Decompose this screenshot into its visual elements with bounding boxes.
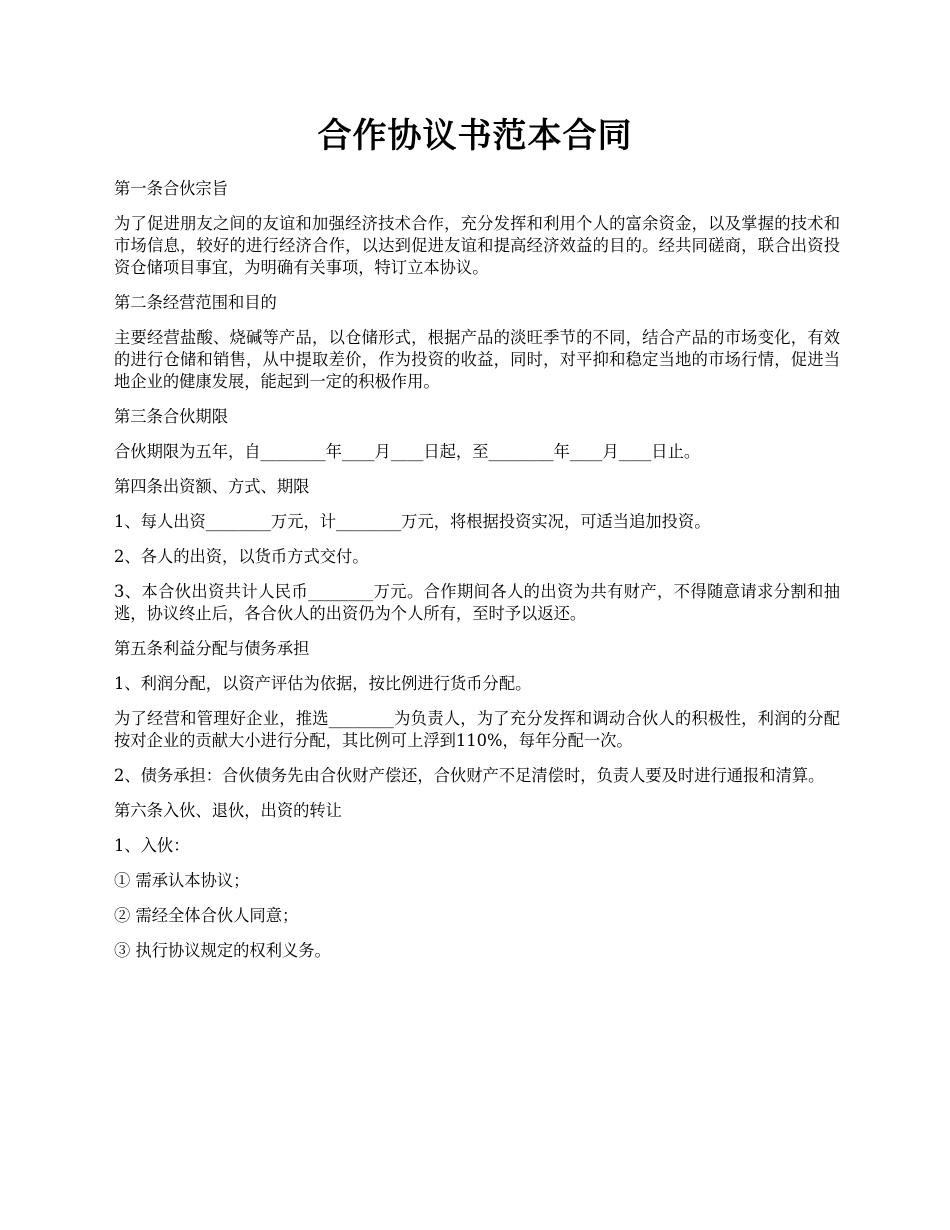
article-2-heading: 第二条经营范围和目的 <box>114 293 277 312</box>
article-6-heading: 第六条入伙、退伙，出资的转让 <box>114 801 342 820</box>
article-1-text: 为了促进朋友之间的友谊和加强经济技术合作，充分发挥和利用个人的富余资金，以及掌握的技术和市场信息，较好的进行经济合作，以达到促进友谊和提高经济效益的目的。经共同磋商，联合出资投资仓储项目事宜，为明确有关事项，特订立本协议。 <box>114 214 840 277</box>
article-4-heading: 第四条出资额、方式、期限 <box>114 477 310 496</box>
article-2-text: 主要经营盐酸、烧碱等产品，以仓储形式，根据产品的淡旺季节的不同，结合产品的市场变化，有效的进行仓储和销售，从中提取差价，作为投资的收益，同时，对平抑和稳定当地的市场行情，促进当地企业的健康发展，能起到一定的积极作用。 <box>114 328 840 391</box>
article-5-item-1: 1、利润分配，以资产评估为依据，按比例进行货币分配。 <box>114 674 532 693</box>
article-4-item-2: 2、各人的出资，以货币方式交付。 <box>114 547 369 566</box>
document-title: 合作协议书范本合同 <box>317 116 633 156</box>
article-4-item-1: 1、每人出资________万元，计________万元，将根据投资实况，可适当追加投资。 <box>114 512 711 531</box>
article-5-heading: 第五条利益分配与债务承担 <box>114 639 310 658</box>
article-1-heading: 第一条合伙宗旨 <box>114 179 228 198</box>
document-body <box>114 178 840 975</box>
article-6-sub-3: ③ 执行协议规定的权利义务。 <box>114 941 331 960</box>
article-3-text: 合伙期限为五年，自________年____月____日起，至________年____月____日止。 <box>114 442 701 461</box>
article-5-item-2: 2、债务承担：合伙债务先由合伙财产偿还，合伙财产不足清偿时，负责人要及时进行通报和清算。 <box>114 766 825 785</box>
article-6-sub-2: ② 需经全体合伙人同意； <box>114 906 299 925</box>
article-4-item-3: 3、本合伙出资共计人民币________万元。合作期间各人的出资为共有财产，不得随意请求分割和抽逃，协议终止后，各合伙人的出资仍为个人所有，至时予以返还。 <box>114 582 840 623</box>
article-5-text: 为了经营和管理好企业，推选________为负责人，为了充分发挥和调动合伙人的积极性，利润的分配按对企业的贡献大小进行分配，其比例可上浮到110%，每年分配一次。 <box>114 709 840 750</box>
article-6-sub-1: ① 需承认本协议； <box>114 871 250 890</box>
article-6-item-1: 1、入伙： <box>114 836 190 855</box>
article-3-heading: 第三条合伙期限 <box>114 407 228 426</box>
